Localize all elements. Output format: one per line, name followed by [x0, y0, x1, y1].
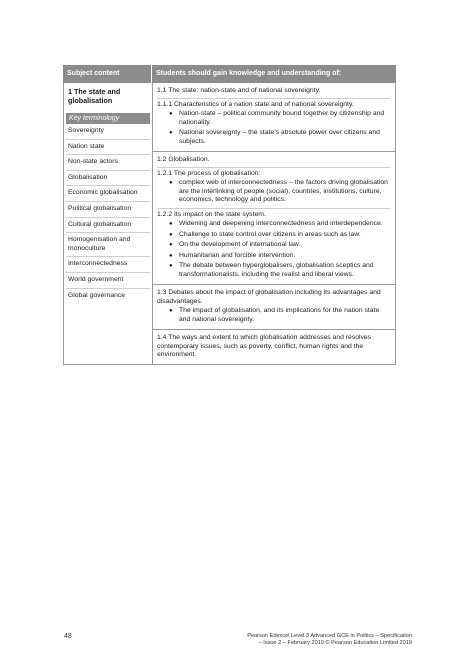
bullet-list: [157, 219, 390, 280]
content-row: [157, 99, 390, 150]
content-section: [153, 330, 395, 364]
page-number: 48: [64, 633, 72, 640]
content-heading: 1.2.2 Its impact on the state system.: [157, 210, 266, 218]
bullet-icon: ●: [169, 252, 173, 259]
content-heading: 1.1.1 Characteristics of a nation state and of national sovereignty.: [157, 100, 354, 108]
bullet-text: The debate between hyperglobalisers, globalisation sceptics and transformationalists, including the realist and liberal views.: [179, 262, 374, 278]
table-body: [63, 83, 396, 365]
bullet-icon: ●: [169, 221, 173, 227]
topic-title: 1 The state and globalisation: [68, 87, 121, 105]
content-section: [153, 83, 395, 152]
term-item: Global governance: [68, 291, 126, 299]
term-item: Economic globalisation: [66, 186, 150, 202]
term-item: World government: [66, 273, 150, 289]
bullet-icon: ●: [169, 242, 173, 248]
table-header: [63, 65, 396, 83]
bullet-icon: ●: [169, 231, 173, 238]
term-item: Cultural globalisation: [66, 218, 150, 234]
bullet-text: Widening and deepening interconnectedness and interdependence.: [179, 220, 383, 227]
bullet-icon: ●: [169, 111, 173, 117]
term-item: Nation state: [66, 140, 150, 156]
content-heading: 1.3 Debates about the impact of globalisation including its advantages and disadvantages.: [157, 289, 381, 305]
bullet-item: [169, 219, 390, 230]
bullet-item: [169, 251, 390, 262]
content-row: [157, 287, 390, 327]
content-row: [157, 168, 390, 209]
footer-line-2: – Issue 2 – February 2019 © Pearson Education Limited 2019: [258, 640, 412, 647]
bullet-list: [157, 109, 390, 147]
footer-text: [247, 633, 412, 648]
bullet-item: [169, 128, 390, 147]
bullet-item: [169, 230, 390, 241]
content-row: [157, 85, 390, 99]
bullet-list: [157, 306, 390, 325]
content-heading: 1.2.1 The process of globalisation:: [157, 169, 261, 177]
content-section: [153, 152, 395, 285]
term-item: Non-state actors: [66, 155, 150, 171]
content-section: [153, 285, 395, 330]
header-students-understanding: Students should gain knowledge and understanding of:: [156, 70, 342, 77]
bullet-text: On the development of international law.: [179, 241, 301, 248]
content-heading: 1.1 The state: nation-state and of national sovereignty.: [157, 87, 321, 94]
bullet-icon: ●: [169, 308, 173, 314]
bullet-item: [169, 261, 390, 280]
key-terminology-heading: Key terminology: [66, 113, 150, 124]
content-column: [153, 83, 395, 364]
terminology-list: [66, 124, 150, 303]
bullet-item: [169, 109, 390, 128]
header-subject-content: Subject content: [63, 65, 152, 83]
bullet-list: [157, 178, 390, 206]
bullet-text: complex web of interconnectedness – the factors driving globalisation are the interlinking of people (social), countries, institutions, culture, economics, technology and politics.: [179, 179, 388, 203]
content-table: [63, 65, 396, 365]
content-heading: 1.2 Globalisation.: [157, 156, 210, 163]
content-row: [157, 209, 390, 283]
bullet-item: [169, 306, 390, 325]
term-item: Political globalisation: [66, 202, 150, 218]
bullet-icon: ●: [169, 180, 173, 186]
bullet-item: [169, 240, 390, 251]
content-row: [157, 332, 390, 362]
bullet-icon: ●: [169, 263, 173, 269]
footer-line-1: Pearson Edexcel Level 3 Advanced GCE in Politics – Specification: [247, 633, 412, 639]
bullet-text: The impact of globalisation, and its implications for the nation state and national sovereignty.: [179, 307, 380, 323]
term-item: Globalisation: [66, 171, 150, 187]
bullet-text: Humanitarian and forcible intervention.: [179, 251, 296, 259]
term-item: Interconnectedness: [66, 257, 150, 273]
bullet-icon: ●: [169, 130, 173, 136]
content-row: [157, 154, 390, 168]
term-item: Homogenisation and monoculture: [66, 233, 150, 257]
bullet-item: [169, 178, 390, 206]
subject-column: [64, 83, 153, 364]
bullet-text: National sovereignty – the state’s absolute power over citizens and subjects.: [179, 129, 380, 145]
bullet-text: Challenge to state control over citizens in areas such as law.: [179, 230, 361, 238]
bullet-text: Nation-state – political community bound together by citizenship and nationality.: [179, 110, 385, 126]
term-item: Sovereignty: [66, 124, 150, 140]
content-heading: 1.4 The ways and extent to which globalisation addresses and resolves contemporary issues, such as poverty, conflict, human rights and the environment.: [157, 334, 372, 358]
